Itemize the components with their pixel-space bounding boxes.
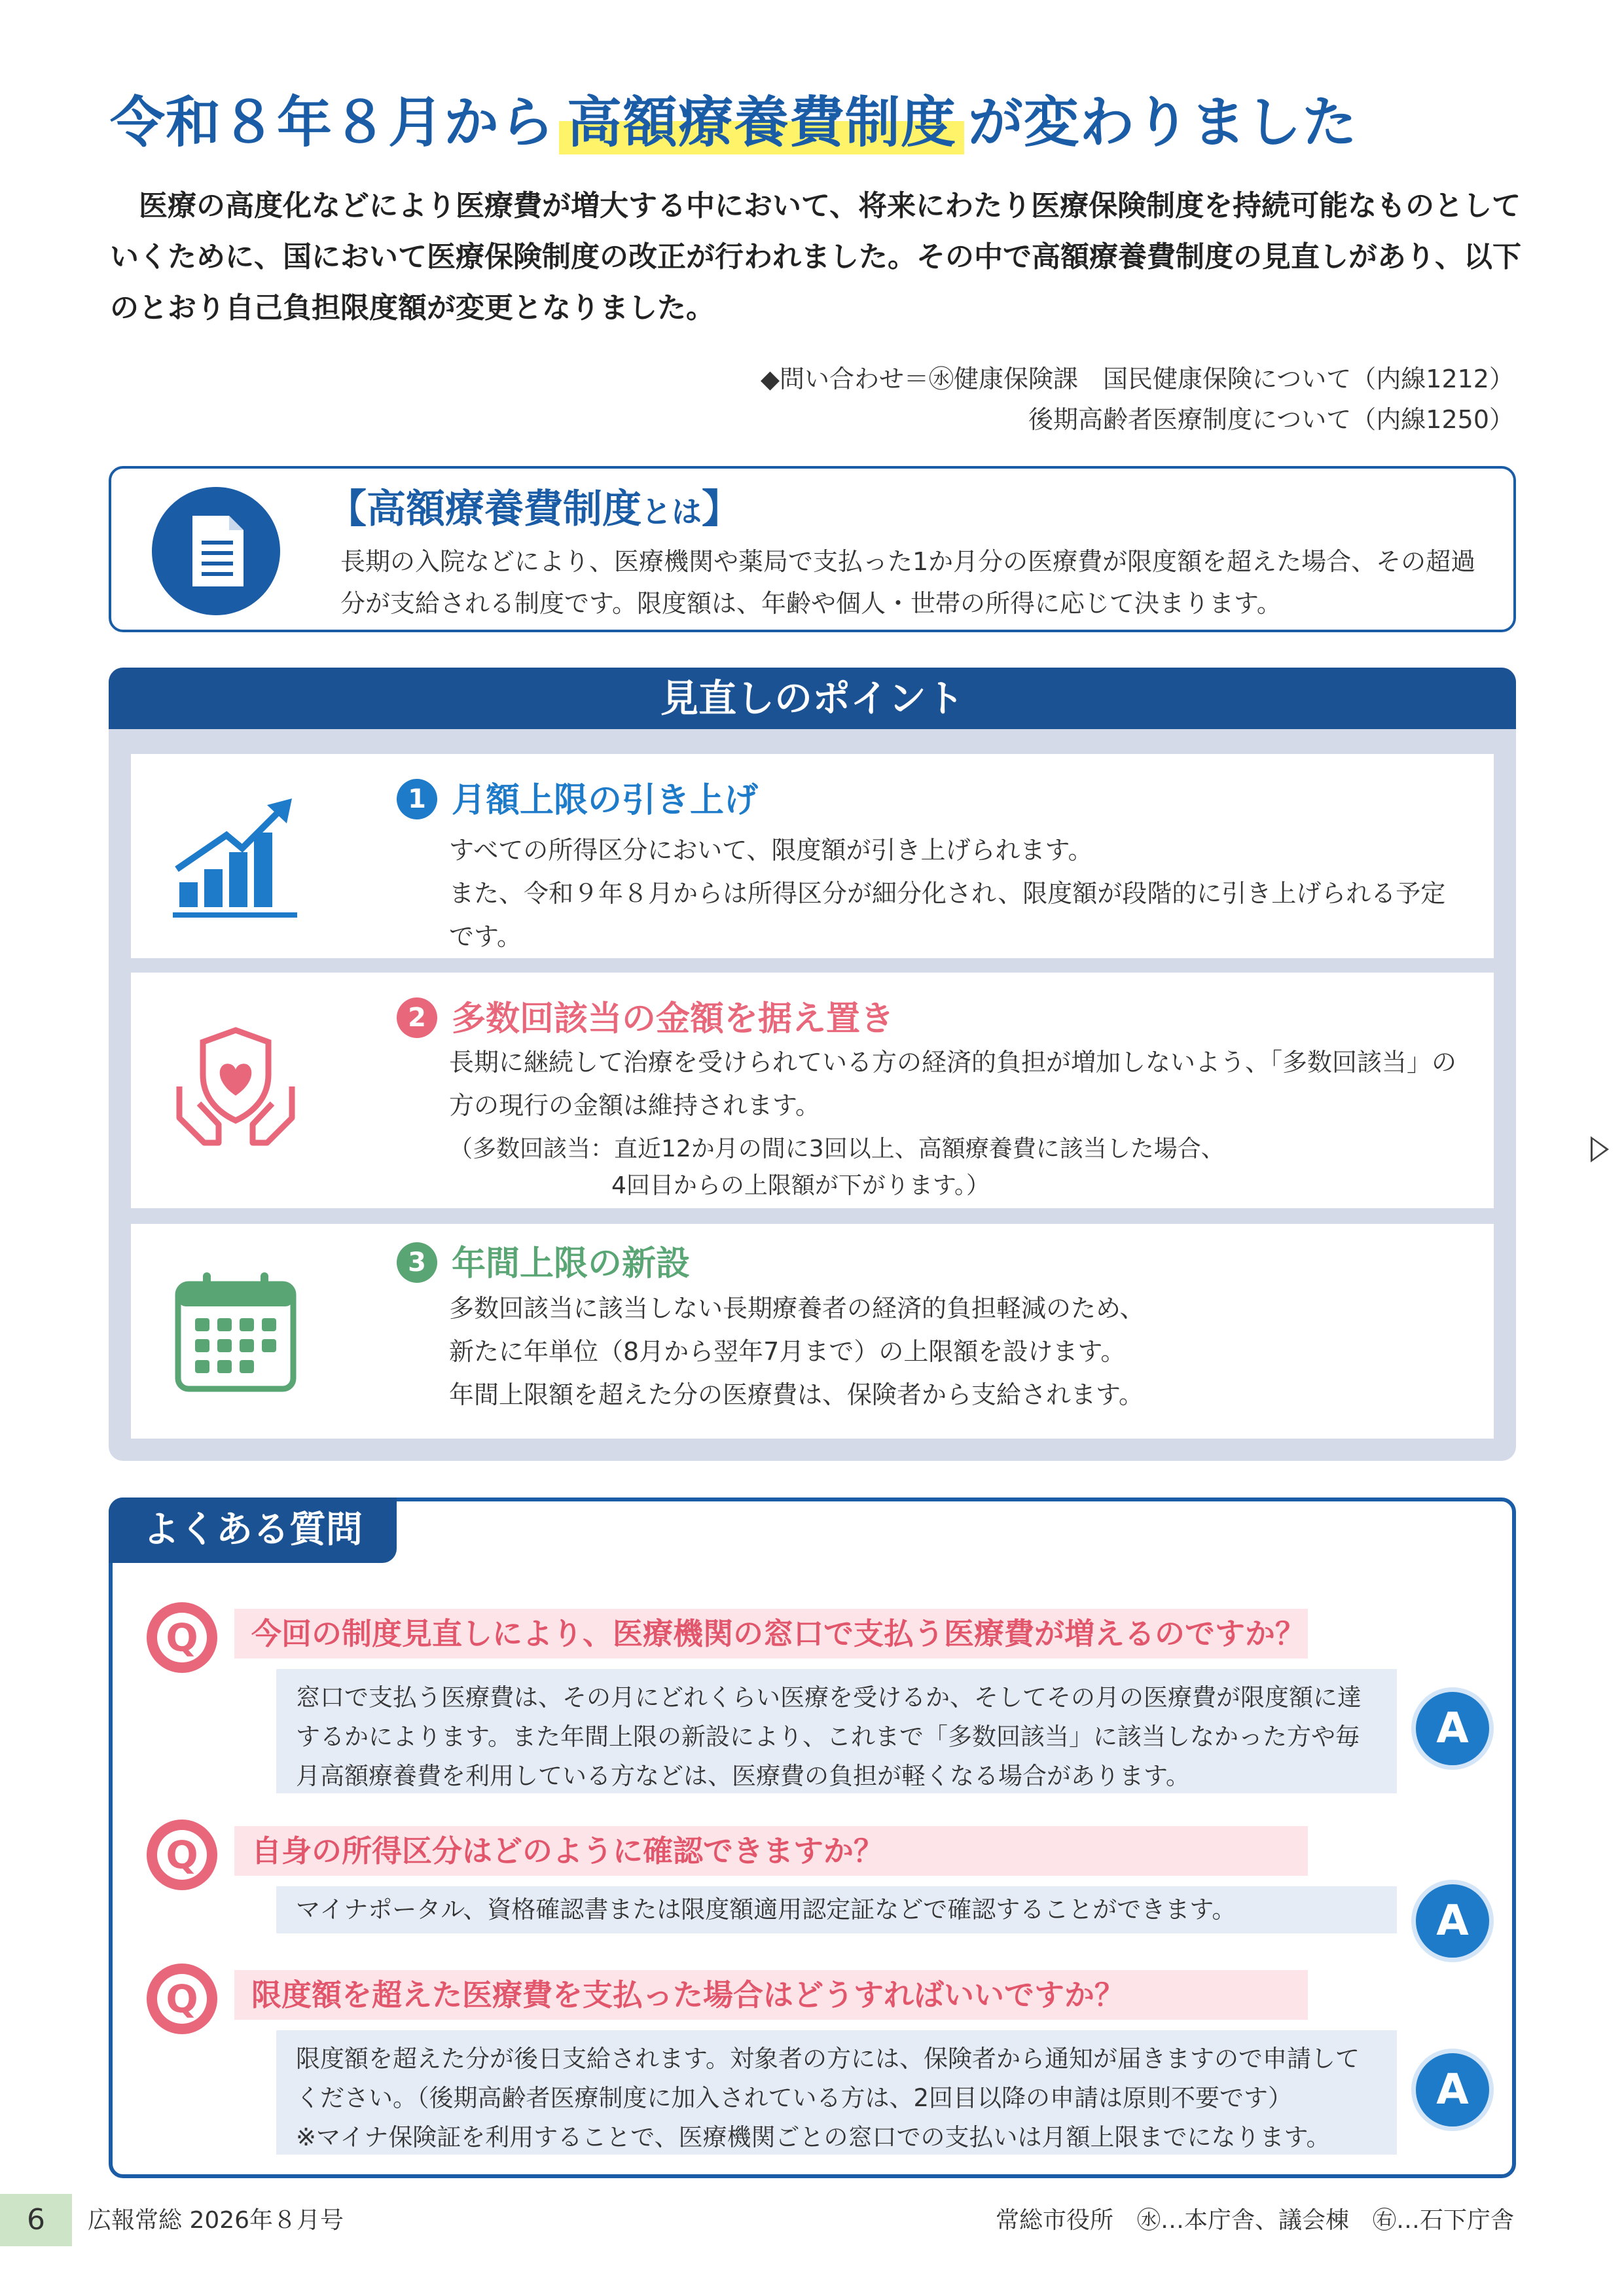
calendar-icon <box>164 1261 308 1405</box>
answer-2: マイナポータル、資格確認書または限度額適用認定証などで確認することができます。 <box>276 1886 1397 1933</box>
question-2: 自身の所得区分はどのように確認できますか？ <box>234 1826 1308 1876</box>
point-1-line-1: すべての所得区分において、限度額が引き上げられます。 <box>449 836 1093 865</box>
point-text-3 <box>449 1287 1470 1416</box>
document-icon <box>152 487 280 615</box>
answer-3 <box>276 2030 1397 2155</box>
contact-line-2: 後期高齢者医療制度について（内線1250） <box>1028 405 1514 434</box>
point-card-3 <box>131 1224 1494 1439</box>
point-3-line-2: 新たに年単位（8月から翌年7月まで）の上限額を設けます。 <box>449 1337 1126 1366</box>
point-text-2: 長期に継続して治療を受けられている方の経済的負担が増加しないよう、「多数回該当」の方の現行の金額は維持されます。 <box>449 1048 1457 1120</box>
page-number: 6 <box>0 2194 72 2246</box>
answer-3-text: 限度額を超えた分が後日支給されます。対象者の方には、保険者から通知が届きますので申請してください。（後期高齢者医療制度に加入されている方は、2回目以降の申請は原則不要です） <box>296 2045 1360 2112</box>
definition-title-small: とは <box>641 494 702 529</box>
definition-title-main: 【高額療養費制度 <box>327 486 641 532</box>
page-title <box>110 79 1358 158</box>
question-icon <box>147 1820 217 1890</box>
point-1-line-2: また、令和９年８月からは所得区分が細分化され、限度額が段階的に引き上げられる予定です。 <box>449 879 1446 951</box>
answer-1: 窓口で支払う医療費は、その月にどれくらい医療を受けるか、そしてその月の医療費が限度額に達するかによります。また年間上限の新設により、これまで「多数回該当」に該当しなかった方や毎月高額療養費を利用している方などは、医療費の負担が軽くなる場合があります。 <box>276 1669 1397 1793</box>
contact-info <box>532 359 1514 440</box>
publication-name: 広報常総 2026年８月号 <box>88 2207 344 2234</box>
point-number-2: 2 <box>397 997 437 1038</box>
next-page-arrow-icon[interactable] <box>1591 1136 1609 1162</box>
review-points-panel <box>109 668 1516 1461</box>
point-2-note-line-2: 4回目からの上限額が下がります。） <box>611 1172 990 1199</box>
point-title-2: 多数回該当の金額を据え置き <box>452 999 895 1039</box>
title-suffix: が変わりました <box>968 90 1358 154</box>
title-prefix: 令和８年８月から <box>110 90 556 154</box>
question-icon <box>147 1964 217 2034</box>
contact-line-1: ◆問い合わせ＝㊌健康保険課 国民健康保険について（内線1212） <box>760 365 1514 393</box>
point-title-1: 月額上限の引き上げ <box>452 781 759 820</box>
question-letter: Q <box>157 1830 207 1880</box>
faq-panel <box>109 1498 1516 2178</box>
point-2-note <box>449 1131 1470 1204</box>
answer-3-note: ※マイナ保険証を利用することで、医療機関ごとの窓口での支払いは月額上限までになります。 <box>296 2123 1331 2151</box>
hands-heart-shield-icon <box>164 1014 308 1158</box>
rising-bar-chart-icon <box>164 784 308 928</box>
question-icon <box>147 1602 217 1673</box>
question-letter: Q <box>157 1613 207 1662</box>
definition-title-end: 】 <box>702 486 741 532</box>
question-1: 今回の制度見直しにより、医療機関の窓口で支払う医療費が増えるのですか？ <box>234 1609 1308 1659</box>
faq-tab: よくある質問 <box>109 1498 397 1563</box>
answer-icon: A <box>1411 2049 1494 2131</box>
intro-paragraph: 医療の高度化などにより医療費が増大する中において、将来にわたり医療保険制度を持続可能なものとしていくために、国において医療保険制度の改正が行われました。その中で高額療養費制度の見直しがあり、以下のとおり自己負担限度額が変更となりました。 <box>110 189 1521 325</box>
review-points-header: 見直しのポイント <box>109 668 1516 729</box>
point-text-1 <box>449 829 1470 958</box>
question-3: 限度額を超えた医療費を支払った場合はどうすればいいですか？ <box>234 1970 1308 2020</box>
point-2-note-line-1: （多数回該当：直近12か月の間に3回以上、高額療養費に該当した場合、 <box>449 1136 1225 1162</box>
title-highlight: 高額療養費制度 <box>559 90 964 154</box>
answer-icon: A <box>1411 1687 1494 1770</box>
question-letter: Q <box>157 1974 207 2024</box>
definition-title <box>327 478 741 534</box>
point-card-2 <box>131 973 1494 1208</box>
answer-icon: A <box>1411 1880 1494 1962</box>
point-number-1: 1 <box>397 779 437 819</box>
definition-box <box>109 466 1516 632</box>
point-3-line-3: 年間上限額を超えた分の医療費は、保険者から支給されます。 <box>449 1380 1144 1409</box>
point-3-line-1: 多数回該当に該当しない長期療養者の経済的負担軽減のため、 <box>449 1294 1145 1323</box>
definition-text: 長期の入院などにより、医療機関や薬局で支払った1か月分の医療費が限度額を超えた場合、その超過分が支給される制度です。限度額は、年齢や個人・世帯の所得に応じて決まります。 <box>340 547 1476 618</box>
footer-legend: 常総市役所 ㊌…本庁舎、議会棟 ㊨…石下庁舎 <box>995 2207 1514 2234</box>
point-card-1 <box>131 754 1494 958</box>
point-number-3: 3 <box>397 1242 437 1283</box>
point-title-3: 年間上限の新設 <box>452 1244 691 1283</box>
